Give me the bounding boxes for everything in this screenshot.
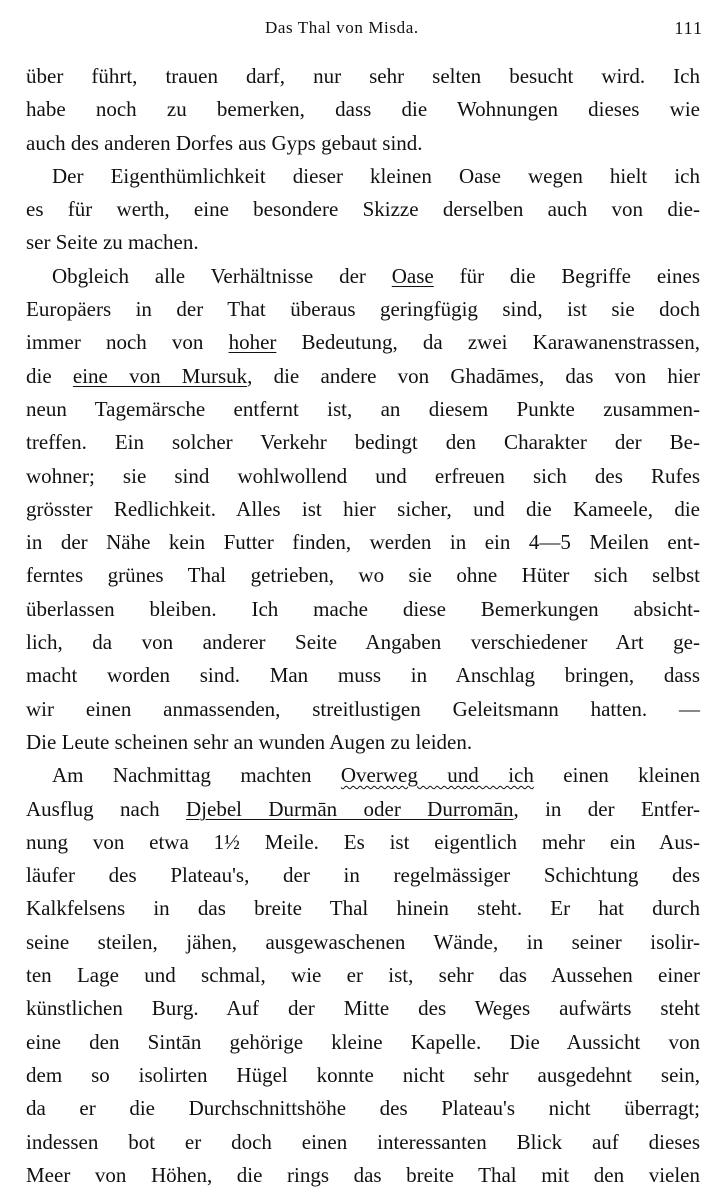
running-head bbox=[0, 14, 721, 44]
text-line: ser Seite zu machen. bbox=[26, 230, 199, 255]
text-line: die eine von Mursuk, die andere von Ghadāmes, das von hier bbox=[26, 363, 700, 388]
text-line: treffen. Ein solcher Verkehr bedingt den Charakter der Be- bbox=[26, 430, 700, 455]
text-line: habe noch zu bemerken, dass die Wohnungen dieses wie bbox=[26, 97, 700, 122]
text-line: über führt, trauen darf, nur sehr selten besucht wird. Ich bbox=[26, 64, 700, 88]
text-line: Die Leute scheinen sehr an wunden Augen zu leiden. bbox=[26, 729, 473, 754]
text-line: wohner; sie sind wohlwollend und erfreuen sich des Rufes bbox=[26, 463, 700, 488]
running-title: Das Thal von Misda. bbox=[265, 18, 419, 37]
page-number: 111 bbox=[674, 18, 703, 38]
text-line: neun Tagemärsche entfernt ist, an diesem Punkte zusammen- bbox=[26, 396, 700, 421]
text-line: Meer von Höhen, die rings das breite Thal mit den vielen bbox=[26, 1162, 700, 1187]
text-line: überlassen bleiben. Ich mache diese Bemerkungen absicht- bbox=[26, 596, 700, 621]
underlined-phrase: Overweg und ich bbox=[340, 763, 534, 788]
text-line: ferntes grünes Thal getrieben, wo sie ohne Hüter sich selbst bbox=[26, 563, 700, 588]
text-line: grösster Redlichkeit. Alles ist hier sicher, und die Kameele, die bbox=[26, 496, 700, 521]
text-line: Ausflug nach Djebel Durmān oder Durromān, in der Entfer- bbox=[26, 796, 700, 821]
text-line: in der Nähe kein Futter finden, werden in ein 4—5 Meilen ent- bbox=[26, 530, 700, 555]
text-line: dem so isolirten Hügel konnte nicht sehr ausgedehnt sein, bbox=[26, 1062, 700, 1087]
text-line: lich, da von anderer Seite Angaben verschiedener Art ge- bbox=[26, 630, 700, 655]
underlined-phrase: eine von Mursuk bbox=[72, 363, 248, 388]
text-line: läufer des Plateau's, der in regelmässiger Schichtung des bbox=[26, 863, 700, 888]
underlined-phrase: hoher bbox=[228, 330, 277, 355]
text-line: ten Lage und schmal, wie er ist, sehr das Aussehen einer bbox=[26, 963, 700, 988]
text-line: da er die Durchschnittshöhe des Plateau's nicht überragt; bbox=[26, 1096, 700, 1121]
underlined-phrase: Djebel Durmān oder Durromān bbox=[186, 796, 514, 821]
text-line: eine den Sintān gehörige kleine Kapelle. Die Aussicht von bbox=[26, 1029, 700, 1054]
text-line: Europäers in der That überaus geringfügig sind, ist sie doch bbox=[26, 297, 700, 322]
text-line: wir einen anmassenden, streitlustigen Geleitsmann hatten. — bbox=[26, 696, 700, 721]
underlined-phrase: Oase bbox=[391, 263, 434, 288]
text-line: macht worden sind. Man muss in Anschlag bringen, dass bbox=[26, 663, 700, 688]
text-line: Der Eigenthümlichkeit dieser kleinen Oase wegen hielt ich bbox=[52, 163, 700, 188]
text-line: es für werth, eine besondere Skizze derselben auch von die- bbox=[26, 197, 700, 222]
text-line: nung von etwa 1½ Meile. Es ist eigentlich mehr ein Aus- bbox=[26, 829, 700, 854]
text-line: indessen bot er doch einen interessanten Blick auf dieses bbox=[26, 1129, 700, 1154]
text-line: Obgleich alle Verhältnisse der Oase für die Begriffe eines bbox=[52, 263, 700, 288]
text-line: Am Nachmittag machten Overweg und ich einen kleinen bbox=[52, 763, 700, 788]
text-line: seine steilen, jähen, ausgewaschenen Wände, in seiner isolir- bbox=[26, 929, 700, 954]
text-line: auch des anderen Dorfes aus Gyps gebaut sind. bbox=[26, 130, 423, 155]
text-line: künstlichen Burg. Auf der Mitte des Weges aufwärts steht bbox=[26, 996, 700, 1021]
text-line: Kalkfelsens in das breite Thal hinein steht. Er hat durch bbox=[26, 896, 700, 921]
body-text bbox=[26, 60, 700, 1192]
text-line: immer noch von hoher Bedeutung, da zwei Karawanenstrassen, bbox=[26, 330, 700, 355]
